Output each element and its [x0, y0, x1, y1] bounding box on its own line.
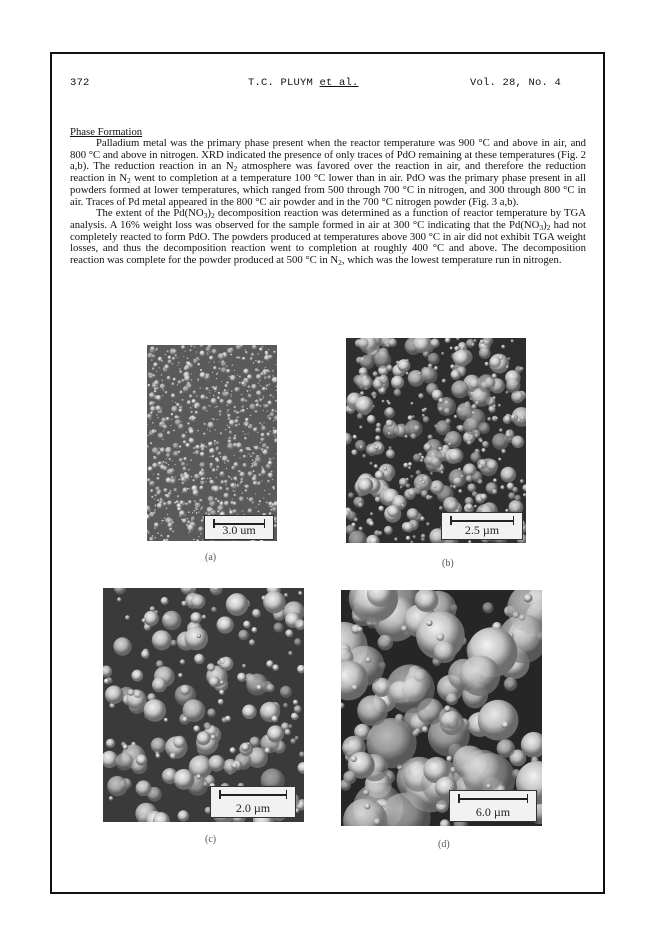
caption-b: (b) [442, 558, 454, 569]
section-heading: Phase Formation [70, 126, 143, 138]
micrograph-b [346, 338, 526, 543]
volume-issue: Vol. 28, No. 4 [470, 77, 562, 89]
scale-bar-b [441, 512, 523, 540]
scale-bar-c [210, 786, 296, 818]
scale-label-a: 3.0 um [222, 523, 256, 537]
scale-bar-a [204, 515, 274, 540]
caption-d: (d) [438, 839, 450, 850]
page-number: 372 [70, 77, 90, 89]
scale-label-d: 6.0 µm [475, 805, 511, 819]
authors-etal: et al. [319, 77, 359, 89]
paragraph-decomposition: The extent of the $Pd(NO_3)_2$ decomposition reaction was determined as a function of reactor temperature by TGA analysis. A 16% weight loss was observed for the sample formed in air at 300 °C indicating that the $Pd(NO_3)_2$ had not completely reacted to form PdO. The powders produced at temperatures above 300 °C in air did not exhibit TGA weight losses, and thus the decomposition reaction went to completion at roughly 400 °C and above. The decomposition reaction was complete for the powder produced at 500 °C in $N_2$, which was the lowest temperature run in nitrogen. [70, 207, 586, 268]
running-authors [248, 77, 359, 89]
micrograph-c [103, 588, 304, 822]
particle-texture [147, 345, 277, 541]
caption-a: (a) [205, 552, 217, 563]
scale-label-b: 2.5 µm [464, 523, 500, 537]
caption-c: (c) [205, 834, 217, 845]
micrograph-d [341, 590, 542, 826]
body-text [70, 138, 586, 267]
micrograph-a [147, 345, 277, 541]
authors-prefix: T.C. PLUYM [248, 77, 320, 89]
paragraph-phase-formation: Palladium metal was the primary phase present when the reactor temperature was 900 °C and above in air, and 800 °C and above in nitrogen. XRD indicated the presence of only traces of PdO remaining at these temperatures (Fig. 2 a,b). The reduction reaction in an $N_2$ atmosphere was favored over the reaction in air, and therefore the reduction reaction in $N_2$ went to completion at a temperature 100 °C lower than in air. PdO was the primary phase present in all powders formed at lower temperatures, which ranged from 500 through 700 °C in nitrogen, and 300 through 800 °C in air. Traces of Pd metal appeared in the 800 °C air powder and in the 700 °C nitrogen powder (Fig. 3 a,b). [70, 137, 586, 208]
scale-bar-d [449, 790, 537, 822]
scale-label-c: 2.0 µm [235, 801, 271, 815]
